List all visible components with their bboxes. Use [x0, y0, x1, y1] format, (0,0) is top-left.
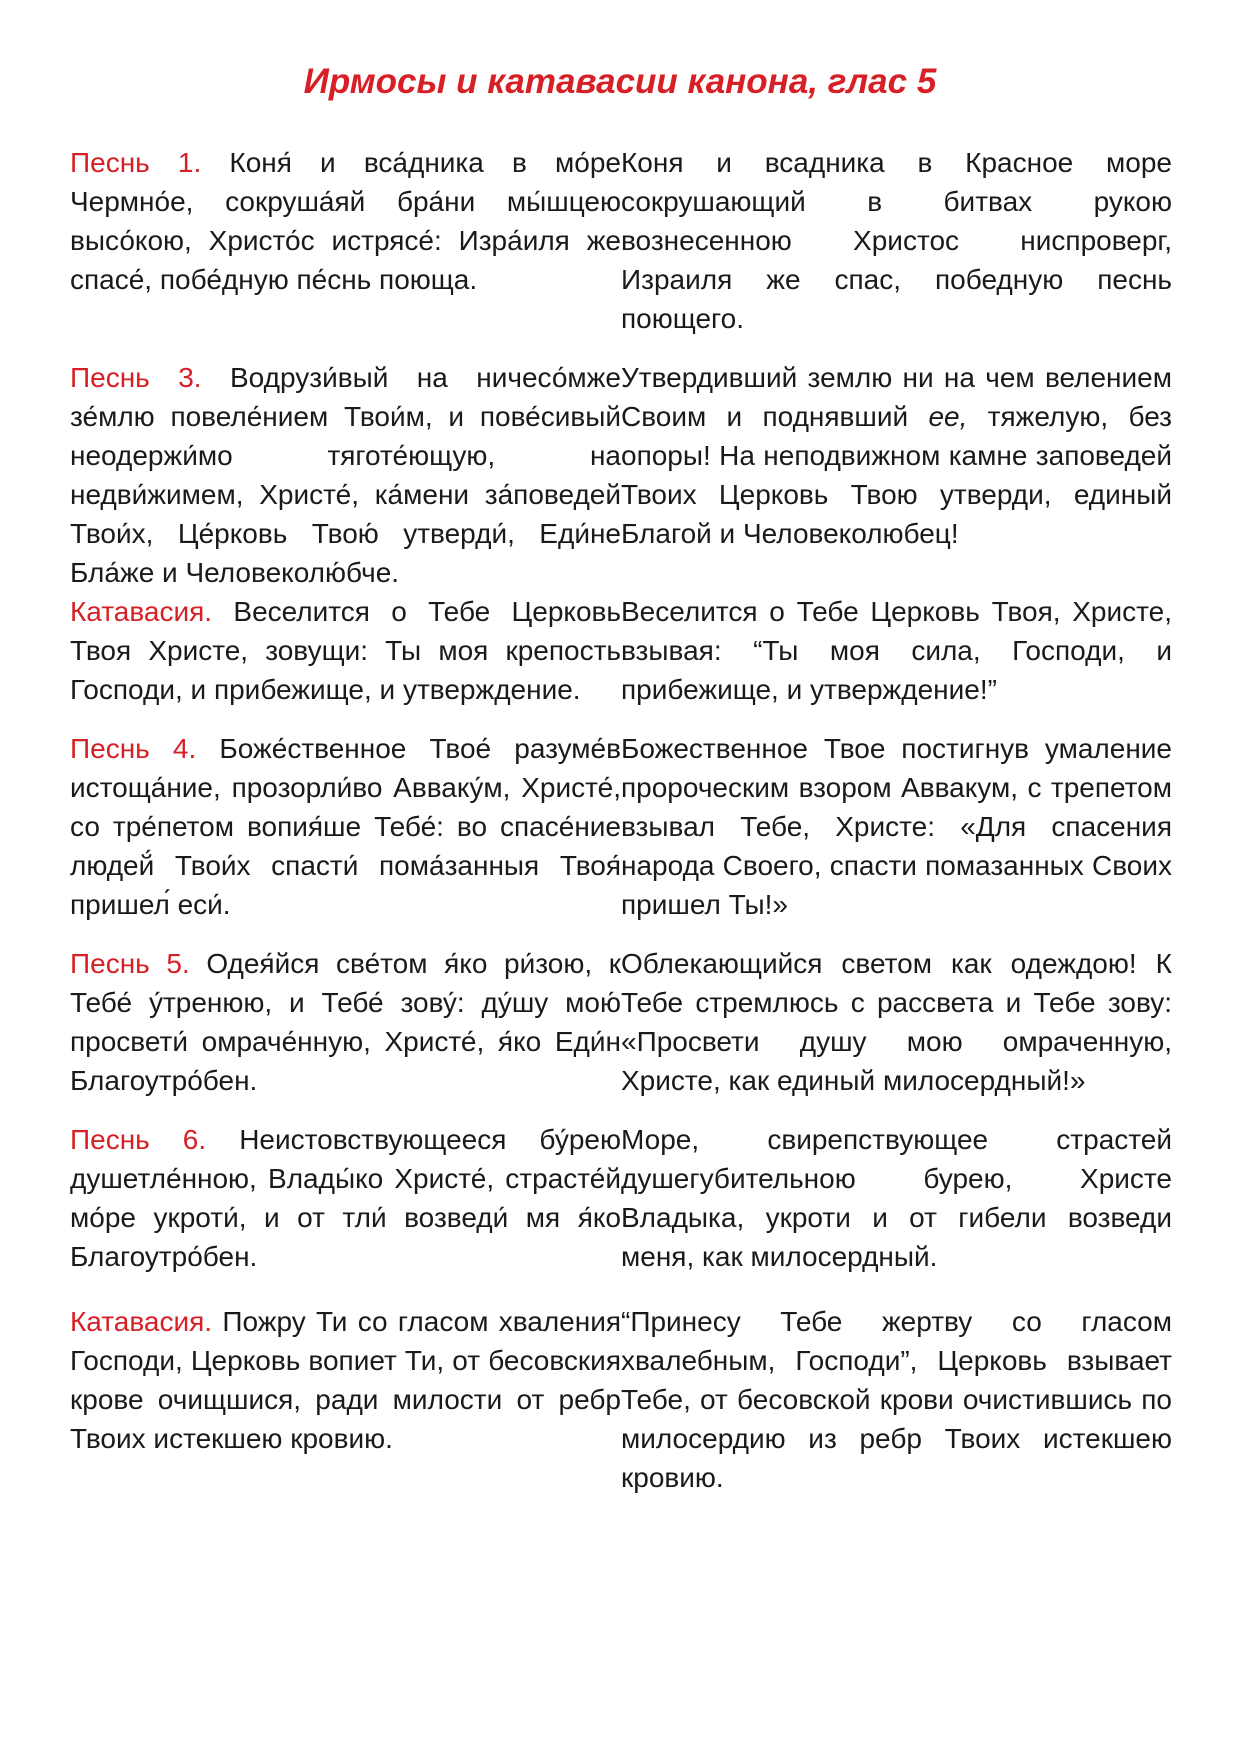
church-slavonic-text [70, 729, 621, 924]
section-song-3 [70, 358, 1172, 592]
section-song-6 [70, 1120, 1172, 1276]
russian-body-part: Утвердивший землю ни на чем велением Своим и поднявший [621, 362, 1172, 432]
russian-body-italic: ее, [928, 401, 968, 432]
canon-sections [70, 143, 1172, 1497]
page-title: Ирмосы и катавасии канона, глас 5 [303, 62, 937, 101]
section-label: Песнь 3. [70, 362, 202, 393]
church-slavonic-text [70, 358, 621, 592]
church-slavonic-body: Коня́ и вса́дника в мо́ре Чермно́е, сокруша́яй бра́ни мы́шцею высо́кою, Христо́с истрясе́: Изра́иля же спасе́, побе́дную пе́снь поюща. [70, 147, 621, 295]
russian-text: “Принесу Тебе жертву со гласом хвалебным, Господи”, Церковь взывает Тебе, от бесовской крови очистившись по милосердию из ребр Твоих истекшею кровию. [621, 1306, 1172, 1493]
church-slavonic-text [70, 944, 621, 1100]
section-katavasia-3 [70, 592, 1172, 709]
section-song-1 [70, 143, 1172, 338]
russian-text [621, 358, 1172, 592]
section-label: Катавасия. [70, 1306, 213, 1337]
church-slavonic-text [70, 143, 621, 338]
section-label: Песнь 5. [70, 948, 190, 979]
russian-text: Божественное Твое постигнув умаление пророческим взором Аввакум, с трепетом взывал Тебе, Христе: «Для спасения народа Своего, спасти помазанных Своих пришел Ты!» [621, 733, 1172, 920]
church-slavonic-body: Водрузи́вый на ничесо́мже зе́млю повеле́нием Твои́м, и пове́сивый неодержи́мо тяготе́ющую, на недви́жимем, Христе́, ка́мени за́поведей Твои́х, Це́рковь Твою́ утверди́, Еди́не Бла́же и Человеколю́бче. [70, 362, 621, 588]
church-slavonic-text [70, 1302, 621, 1497]
section-label: Песнь 4. [70, 733, 197, 764]
russian-text: Облекающийся светом как одеждою! К Тебе стремлюсь с рассвета и Тебе зову: «Просвети душу мою омраченную, Христе, как единый милосердный!» [621, 948, 1172, 1096]
section-label: Песнь 6. [70, 1124, 207, 1155]
church-slavonic-body: Пожру Ти со гласом хваления Господи, Церковь вопиет Ти, от бесовския крове очищшися, ради милости от ребр Твоих истекшею кровию. [70, 1306, 622, 1454]
church-slavonic-text [70, 592, 621, 709]
section-label: Катавасия. [70, 596, 213, 627]
church-slavonic-text [70, 1120, 621, 1276]
church-slavonic-body: Неистовствующееся бу́рею душетле́нною, Влады́ко Христе́, страсте́й мо́ре укроти́, и от тли́ возведи́ мя я́ко Благоутро́бен. [70, 1124, 621, 1272]
church-slavonic-body: Веселится о Тебе Церковь Твоя Христе, зовущи: Ты моя крепость Господи, и прибежище, и утверждение. [70, 596, 622, 705]
russian-text: Веселится о Тебе Церковь Твоя, Христе, взывая: “Ты моя сила, Господи, и прибежище, и утверждение!” [621, 596, 1172, 705]
section-katavasia-6 [70, 1302, 1172, 1497]
church-slavonic-body: Одея́йся све́том я́ко ри́зою, к Тебе́ у́тренюю, и Тебе́ зову́: ду́шу мою́ просвети́ омраче́нную, Христе́, я́ко Еди́н Благоутро́бен. [70, 948, 621, 1096]
church-slavonic-body: Боже́ственное Твое́ разуме́в истоща́ние, прозорли́во Авваку́м, Христе́, со тре́петом вопия́ше Тебе́: во спасе́ние людей́ Твои́х спасти́ пома́занныя Твоя́ пришел́ еси́. [70, 733, 621, 920]
section-song-4 [70, 729, 1172, 924]
russian-text: Коня и всадника в Красное море сокрушающий в битвах рукою вознесенною Христос ниспроверг, Израиля же спас, победную песнь поющего. [621, 147, 1172, 334]
section-label: Песнь 1. [70, 147, 202, 178]
russian-body-part: тяжелую, без опоры! На неподвижном камне заповедей Твоих Церковь Твою утверди, единый Благой и Человеколюбец! [621, 401, 1172, 549]
russian-text: Море, свирепствующее страстей душегубительною бурею, Христе Владыка, укроти и от гибели возведи меня, как милосердный. [621, 1124, 1172, 1272]
section-song-5 [70, 944, 1172, 1100]
